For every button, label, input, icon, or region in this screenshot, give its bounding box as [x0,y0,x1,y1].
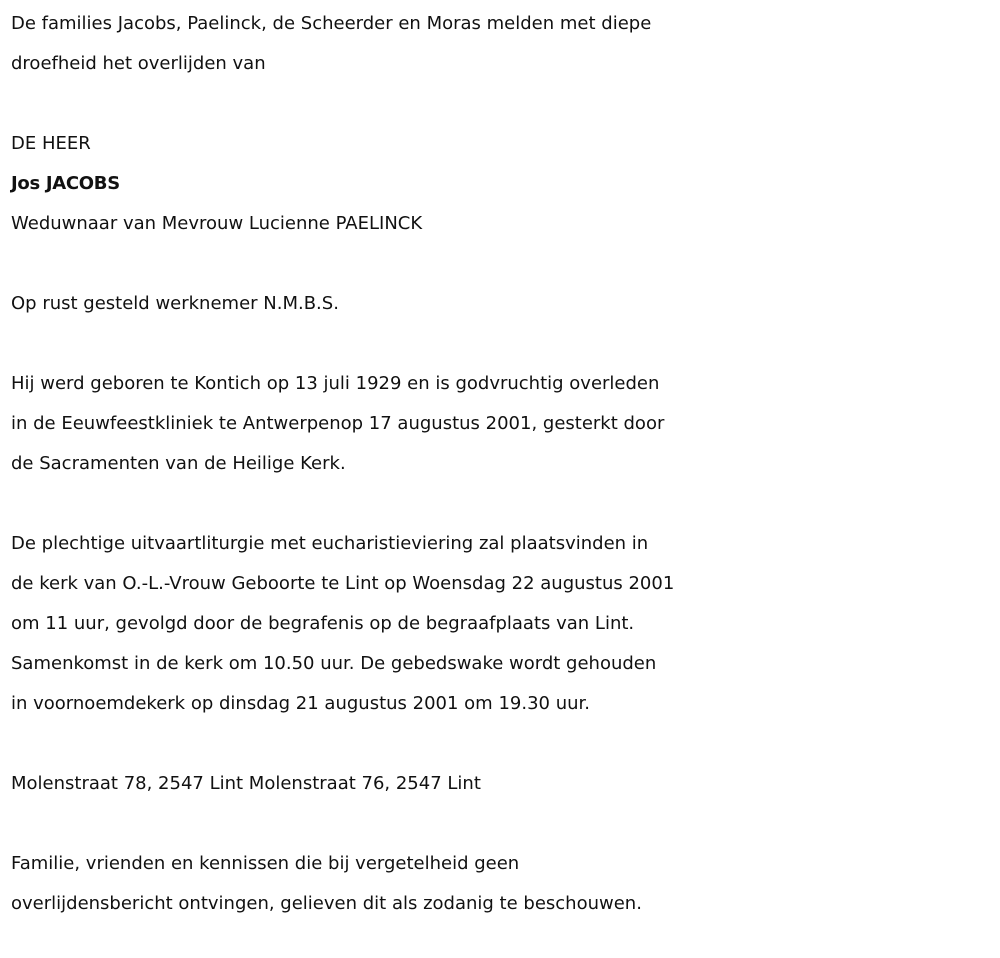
deceased-block [11,124,991,244]
paragraph-spacer [11,724,991,764]
closing-line: overlijdensbericht ontvingen, gelieven dit als zodanig te beschouwen. [11,893,642,914]
paragraph-spacer [11,484,991,524]
obituary-notice [11,4,991,924]
intro-line: De families Jacobs, Paelinck, de Scheerder en Moras melden met diepe [11,13,652,34]
paragraph-spacer [11,324,991,364]
birth-death-paragraph [11,364,991,484]
paragraph-spacer [11,244,991,284]
funeral-line: De plechtige uitvaartliturgie met eucharistieviering zal plaatsvinden in [11,533,649,554]
birth-death-line: in de Eeuwfeestkliniek te Antwerpenop 17 augustus 2001, gesterkt door [11,413,665,434]
closing-line: Familie, vrienden en kennissen die bij vergetelheid geen [11,853,520,874]
paragraph-spacer [11,804,991,844]
deceased-name: Jos JACOBS [11,173,120,194]
funeral-paragraph [11,524,991,724]
intro-paragraph [11,4,991,84]
birth-death-line: de Sacramenten van de Heilige Kerk. [11,453,346,474]
funeral-line: om 11 uur, gevolgd door de begrafenis op de begraafplaats van Lint. [11,613,635,634]
closing-paragraph [11,844,991,924]
deceased-title: DE HEER [11,133,91,154]
deceased-relation: Weduwnaar van Mevrouw Lucienne PAELINCK [11,213,423,234]
intro-line: droefheid het overlijden van [11,53,266,74]
addresses-text: Molenstraat 78, 2547 Lint Molenstraat 76, 2547 Lint [11,773,481,794]
funeral-line: in voornoemdekerk op dinsdag 21 augustus 2001 om 19.30 uur. [11,693,590,714]
funeral-line: de kerk van O.-L.-Vrouw Geboorte te Lint op Woensdag 22 augustus 2001 [11,573,675,594]
birth-death-line: Hij werd geboren te Kontich op 13 juli 1929 en is godvruchtig overleden [11,373,660,394]
paragraph-spacer [11,84,991,124]
occupation-text: Op rust gesteld werknemer N.M.B.S. [11,293,339,314]
funeral-line: Samenkomst in de kerk om 10.50 uur. De gebedswake wordt gehouden [11,653,657,674]
